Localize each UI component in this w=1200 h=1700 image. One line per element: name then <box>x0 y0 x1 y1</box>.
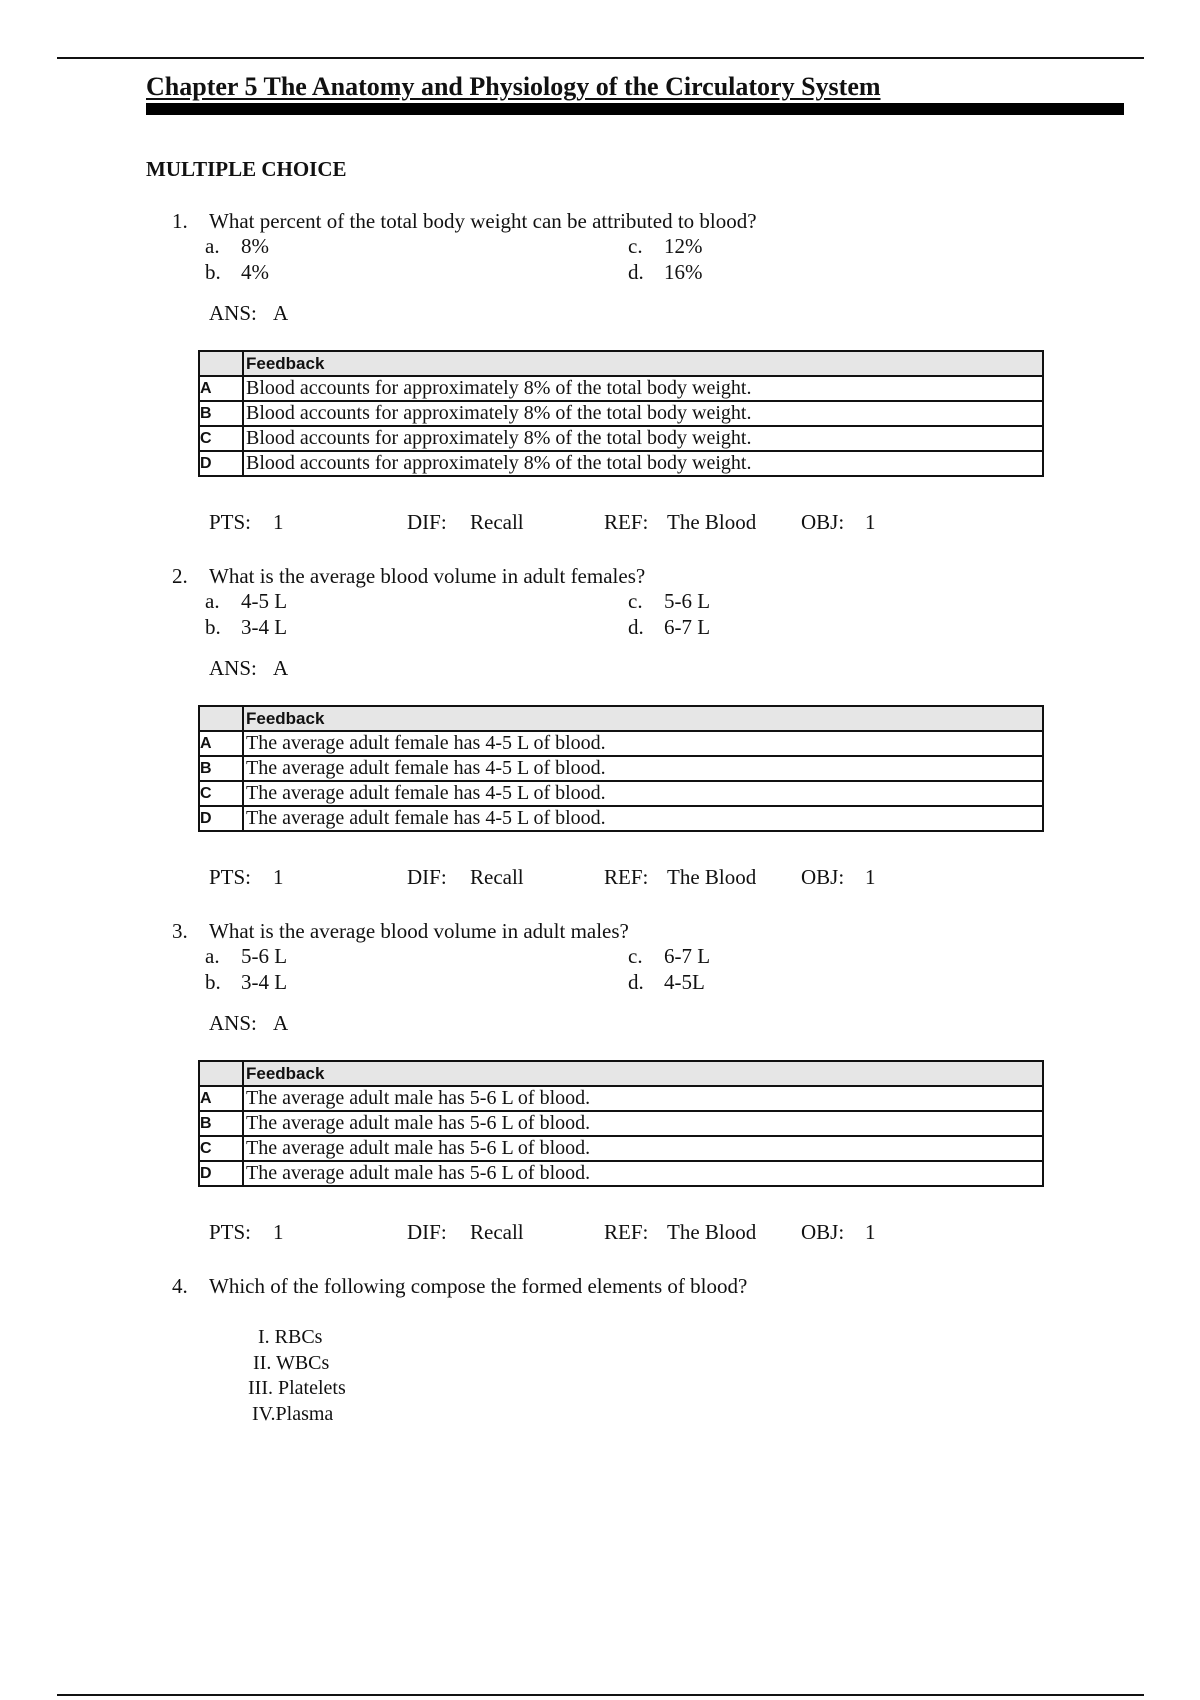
roman-item: IV.Plasma <box>252 1403 334 1425</box>
ref-value: The Blood <box>667 1220 757 1244</box>
feedback-header-blank <box>199 706 243 731</box>
option-letter: c. <box>628 944 643 968</box>
ref-label: REF: <box>604 1220 649 1244</box>
feedback-row <box>199 806 1043 831</box>
feedback-row <box>199 1161 1043 1186</box>
option-text: 6-7 L <box>664 944 711 968</box>
option-letter: a. <box>205 234 220 258</box>
feedback-letter: C <box>199 426 243 451</box>
answer-label: ANS: <box>209 1011 257 1035</box>
feedback-text: The average adult male has 5-6 L of blood. <box>243 1161 1043 1186</box>
section-heading: MULTIPLE CHOICE <box>146 157 347 181</box>
feedback-row <box>199 781 1043 806</box>
feedback-header: Feedback <box>243 1061 1043 1086</box>
option-letter: b. <box>205 970 221 994</box>
title-underline-bar <box>146 103 1124 115</box>
dif-label: DIF: <box>407 510 447 534</box>
feedback-letter: B <box>199 1111 243 1136</box>
obj-label: OBJ: <box>801 1220 845 1244</box>
feedback-row <box>199 451 1043 476</box>
feedback-text: The average adult female has 4-5 L of blood. <box>243 806 1043 831</box>
option-letter: b. <box>205 260 221 284</box>
question-text: What is the average blood volume in adult males? <box>209 919 629 943</box>
feedback-text: The average adult female has 4-5 L of blood. <box>243 781 1043 806</box>
question-meta <box>209 865 1109 891</box>
question-1 <box>172 209 1072 549</box>
obj-value: 1 <box>865 1220 876 1244</box>
question-number: 4. <box>172 1274 188 1298</box>
option-letter: a. <box>205 944 220 968</box>
feedback-header-blank <box>199 1061 243 1086</box>
feedback-table <box>198 1060 1044 1187</box>
feedback-text: The average adult female has 4-5 L of blood. <box>243 756 1043 781</box>
feedback-header-row <box>199 351 1043 376</box>
pts-value: 1 <box>273 1220 284 1244</box>
ref-value: The Blood <box>667 865 757 889</box>
feedback-row <box>199 731 1043 756</box>
feedback-letter: A <box>199 376 243 401</box>
feedback-header-row <box>199 706 1043 731</box>
option-letter: c. <box>628 589 643 613</box>
feedback-letter: B <box>199 401 243 426</box>
obj-value: 1 <box>865 510 876 534</box>
option-text: 5-6 L <box>664 589 711 613</box>
question-text: Which of the following compose the formed elements of blood? <box>209 1274 748 1298</box>
answer-label: ANS: <box>209 301 257 325</box>
answer-value: A <box>273 301 289 325</box>
question-meta <box>209 1220 1109 1246</box>
option-letter: a. <box>205 589 220 613</box>
question-number: 2. <box>172 564 188 588</box>
feedback-table <box>198 705 1044 832</box>
option-text: 8% <box>241 234 269 258</box>
answer-label: ANS: <box>209 656 257 680</box>
question-2 <box>172 564 1072 904</box>
option-letter: c. <box>628 234 643 258</box>
option-text: 5-6 L <box>241 944 288 968</box>
roman-item: III. Platelets <box>248 1377 346 1399</box>
feedback-text: Blood accounts for approximately 8% of the total body weight. <box>243 426 1043 451</box>
feedback-row <box>199 1136 1043 1161</box>
option-text: 12% <box>664 234 703 258</box>
question-text: What percent of the total body weight can be attributed to blood? <box>209 209 757 233</box>
question-number: 1. <box>172 209 188 233</box>
question-number: 3. <box>172 919 188 943</box>
feedback-text: The average adult male has 5-6 L of blood. <box>243 1136 1043 1161</box>
pts-label: PTS: <box>209 865 252 889</box>
dif-value: Recall <box>470 865 524 889</box>
roman-item: I. RBCs <box>258 1326 323 1348</box>
pts-value: 1 <box>273 510 284 534</box>
feedback-letter: C <box>199 781 243 806</box>
feedback-row <box>199 376 1043 401</box>
dif-label: DIF: <box>407 1220 447 1244</box>
answer-line <box>209 1011 289 1036</box>
option-text: 3-4 L <box>241 615 288 639</box>
feedback-text: Blood accounts for approximately 8% of the total body weight. <box>243 376 1043 401</box>
feedback-row <box>199 1086 1043 1111</box>
answer-line <box>209 656 289 681</box>
feedback-text: Blood accounts for approximately 8% of the total body weight. <box>243 451 1043 476</box>
question-text: What is the average blood volume in adult females? <box>209 564 646 588</box>
option-text: 6-7 L <box>664 615 711 639</box>
question-4 <box>172 1274 1072 1434</box>
feedback-row <box>199 756 1043 781</box>
ref-label: REF: <box>604 510 649 534</box>
feedback-letter: B <box>199 756 243 781</box>
feedback-letter: A <box>199 731 243 756</box>
feedback-table <box>198 350 1044 477</box>
option-letter: d. <box>628 615 644 639</box>
dif-value: Recall <box>470 1220 524 1244</box>
pts-label: PTS: <box>209 1220 252 1244</box>
feedback-text: The average adult male has 5-6 L of blood. <box>243 1111 1043 1136</box>
feedback-letter: D <box>199 806 243 831</box>
obj-value: 1 <box>865 865 876 889</box>
pts-label: PTS: <box>209 510 252 534</box>
feedback-letter: D <box>199 1161 243 1186</box>
feedback-letter: C <box>199 1136 243 1161</box>
feedback-row <box>199 426 1043 451</box>
ref-label: REF: <box>604 865 649 889</box>
option-letter: d. <box>628 260 644 284</box>
answer-line <box>209 301 289 326</box>
option-letter: b. <box>205 615 221 639</box>
feedback-header-blank <box>199 351 243 376</box>
option-letter: d. <box>628 970 644 994</box>
ref-value: The Blood <box>667 510 757 534</box>
feedback-header: Feedback <box>243 351 1043 376</box>
question-meta <box>209 510 1109 536</box>
option-text: 4-5L <box>664 970 705 994</box>
feedback-letter: A <box>199 1086 243 1111</box>
feedback-text: The average adult female has 4-5 L of blood. <box>243 731 1043 756</box>
feedback-row <box>199 1111 1043 1136</box>
feedback-text: Blood accounts for approximately 8% of the total body weight. <box>243 401 1043 426</box>
obj-label: OBJ: <box>801 510 845 534</box>
obj-label: OBJ: <box>801 865 845 889</box>
option-text: 4-5 L <box>241 589 288 613</box>
feedback-header: Feedback <box>243 706 1043 731</box>
answer-value: A <box>273 656 289 680</box>
dif-label: DIF: <box>407 865 447 889</box>
pts-value: 1 <box>273 865 284 889</box>
option-text: 3-4 L <box>241 970 288 994</box>
answer-value: A <box>273 1011 289 1035</box>
feedback-letter: D <box>199 451 243 476</box>
roman-item: II. WBCs <box>253 1352 330 1374</box>
dif-value: Recall <box>470 510 524 534</box>
feedback-header-row <box>199 1061 1043 1086</box>
feedback-row <box>199 401 1043 426</box>
question-3 <box>172 919 1072 1259</box>
top-rule <box>57 57 1144 59</box>
chapter-title: Chapter 5 The Anatomy and Physiology of the Circulatory System <box>146 72 881 101</box>
option-text: 16% <box>664 260 703 284</box>
option-text: 4% <box>241 260 269 284</box>
bottom-rule <box>57 1694 1144 1696</box>
feedback-text: The average adult male has 5-6 L of blood. <box>243 1086 1043 1111</box>
